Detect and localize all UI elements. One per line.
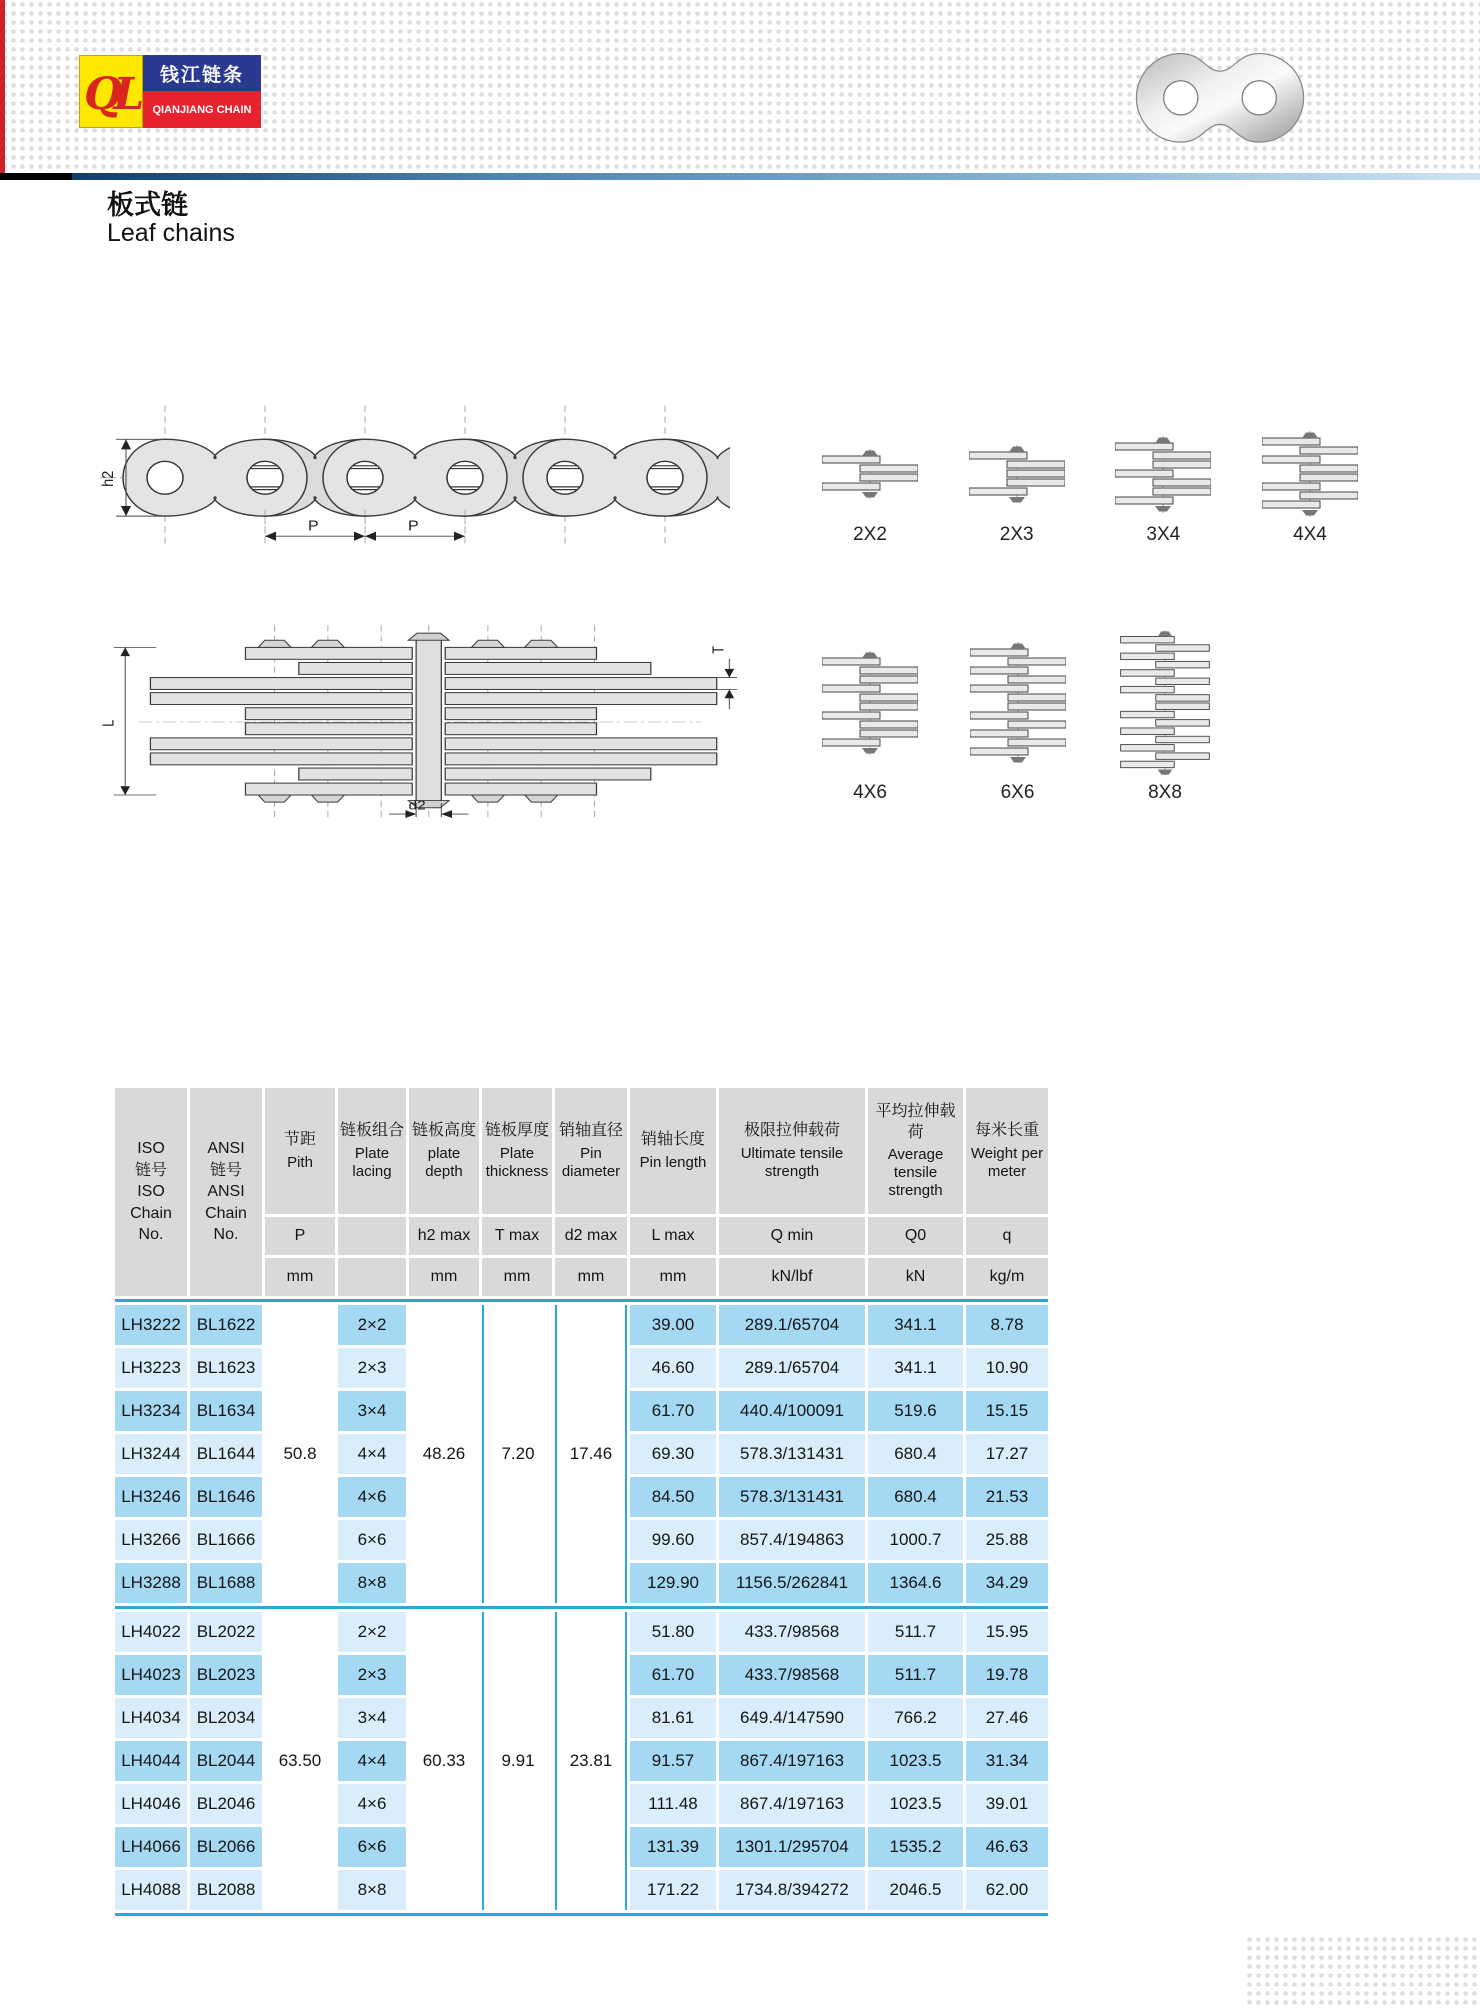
cell-pin-length: 111.48 xyxy=(630,1784,716,1824)
header-cn: 链板高度 xyxy=(411,1122,476,1140)
svg-text:T: T xyxy=(710,645,728,654)
header-line: 链号 xyxy=(134,1161,167,1179)
cell-weight: 15.15 xyxy=(966,1391,1048,1431)
header-col xyxy=(630,1088,716,1214)
cell-weight: 10.90 xyxy=(966,1348,1048,1388)
cell-iso: LH4034 xyxy=(115,1698,187,1738)
cell-ansi: BL1646 xyxy=(190,1477,262,1517)
header-col xyxy=(868,1088,963,1214)
brand-logo xyxy=(79,55,261,128)
header-symbol: Q min xyxy=(719,1217,865,1255)
svg-text:h2: h2 xyxy=(100,470,118,487)
header-col xyxy=(265,1088,335,1214)
cell-lacing: 6×6 xyxy=(338,1520,406,1560)
cell-weight: 62.00 xyxy=(966,1870,1048,1910)
lacing-label: 4X6 xyxy=(853,782,887,803)
cell-pin-length: 81.61 xyxy=(630,1698,716,1738)
cell-iso: LH4046 xyxy=(115,1784,187,1824)
brand-name-en: QIANJIANG CHAIN xyxy=(143,91,261,128)
rule-line xyxy=(115,1913,1048,1916)
divider-black-segment xyxy=(0,173,72,180)
cell-pin-length: 61.70 xyxy=(630,1391,716,1431)
cell-weight: 8.78 xyxy=(966,1305,1048,1345)
cell-ultimate-tensile: 578.3/131431 xyxy=(719,1477,865,1517)
table-rule xyxy=(115,1299,1048,1302)
cell-lacing: 4×4 xyxy=(338,1434,406,1474)
header-unit: kN xyxy=(868,1258,963,1296)
lacing-diagrams-row-2 xyxy=(800,628,1235,808)
cell-lacing: 3×4 xyxy=(338,1698,406,1738)
header-en: Weight per meter xyxy=(970,1144,1044,1180)
header-unit: mm xyxy=(555,1258,627,1296)
cell-pitch: 50.8 xyxy=(265,1305,335,1603)
header-en: Average tensile strength xyxy=(887,1146,944,1200)
cell-ultimate-tensile: 289.1/65704 xyxy=(719,1305,865,1345)
header-line: ANSI xyxy=(207,1183,245,1201)
cell-ansi: BL1644 xyxy=(190,1434,262,1474)
header-unit: mm xyxy=(265,1258,335,1296)
chain-plan-view-diagram xyxy=(100,622,740,822)
cell-ultimate-tensile: 649.4/147590 xyxy=(719,1698,865,1738)
lacing-stack-icon xyxy=(1117,628,1213,778)
cell-average-tensile: 1364.6 xyxy=(868,1563,963,1603)
header-col xyxy=(555,1088,627,1214)
cell-lacing: 8×8 xyxy=(338,1870,406,1910)
header-line: No. xyxy=(213,1226,239,1244)
table-row xyxy=(115,1612,1048,1652)
cell-pin-length: 171.22 xyxy=(630,1870,716,1910)
cell-average-tensile: 1535.2 xyxy=(868,1827,963,1867)
svg-text:P: P xyxy=(308,518,319,535)
cell-pin-length: 84.50 xyxy=(630,1477,716,1517)
lacing-diagram-6x6 xyxy=(948,628,1088,808)
header-unit: kg/m xyxy=(966,1258,1048,1296)
page-title-en: Leaf chains xyxy=(107,219,235,247)
ql-monogram-icon xyxy=(80,56,142,127)
header-en: Plate thickness xyxy=(485,1144,549,1180)
cell-ansi: BL1622 xyxy=(190,1305,262,1345)
header-line: ISO xyxy=(137,1140,165,1158)
cell-ansi: BL1666 xyxy=(190,1520,262,1560)
header-symbol: Q0 xyxy=(868,1217,963,1255)
lacing-label: 6X6 xyxy=(1000,782,1035,803)
rule-line xyxy=(115,1299,1048,1302)
lacing-stack-icon xyxy=(822,628,918,778)
cell-iso: LH3288 xyxy=(115,1563,187,1603)
cell-ansi: BL2088 xyxy=(190,1870,262,1910)
cell-ansi: BL2046 xyxy=(190,1784,262,1824)
lacing-label: 4X4 xyxy=(1293,524,1327,545)
cell-ansi: BL2034 xyxy=(190,1698,262,1738)
cell-average-tensile: 1023.5 xyxy=(868,1784,963,1824)
lacing-diagram-8x8 xyxy=(1095,628,1235,808)
cell-lacing: 2×2 xyxy=(338,1612,406,1652)
rule-line xyxy=(115,1606,1048,1609)
lacing-diagram-4x4 xyxy=(1240,428,1380,548)
page-title-cn: 板式链 xyxy=(107,190,188,220)
cell-pin-length: 129.90 xyxy=(630,1563,716,1603)
cell-average-tensile: 1023.5 xyxy=(868,1741,963,1781)
table-rule xyxy=(115,1606,1048,1609)
cell-average-tensile: 1000.7 xyxy=(868,1520,963,1560)
cell-pin-length: 61.70 xyxy=(630,1655,716,1695)
header-line: No. xyxy=(138,1226,164,1244)
cell-average-tensile: 2046.5 xyxy=(868,1870,963,1910)
chain-plate-illustration xyxy=(1125,32,1315,170)
header-symbol: P xyxy=(265,1217,335,1255)
divider-gradient-segment xyxy=(72,173,1480,180)
lacing-diagram-4x6 xyxy=(800,628,940,808)
header-symbol xyxy=(338,1217,406,1255)
cell-pitch: 63.50 xyxy=(265,1612,335,1910)
header-unit: mm xyxy=(409,1258,479,1296)
cell-plate-thickness: 9.91 xyxy=(482,1612,552,1910)
lacing-diagram-2x3 xyxy=(947,428,1087,548)
cell-lacing: 4×6 xyxy=(338,1784,406,1824)
lacing-label: 2X3 xyxy=(999,524,1034,545)
cell-iso: LH3244 xyxy=(115,1434,187,1474)
header-symbol: h2 max xyxy=(409,1217,479,1255)
logo-monogram-icon xyxy=(79,55,143,128)
header-symbol: L max xyxy=(630,1217,716,1255)
header-symbol: T max xyxy=(482,1217,552,1255)
cell-pin-diameter: 17.46 xyxy=(555,1305,627,1603)
cell-weight: 25.88 xyxy=(966,1520,1048,1560)
cell-pin-length: 91.57 xyxy=(630,1741,716,1781)
header-cn: 平均拉伸载荷 xyxy=(875,1102,956,1141)
cell-average-tensile: 680.4 xyxy=(868,1434,963,1474)
cell-ansi: BL1634 xyxy=(190,1391,262,1431)
corner-decoration xyxy=(1245,1935,1480,2008)
header-line: ANSI xyxy=(207,1140,245,1158)
cell-pin-length: 39.00 xyxy=(630,1305,716,1345)
header-col xyxy=(482,1088,552,1214)
header-col xyxy=(966,1088,1048,1214)
cell-iso: LH3223 xyxy=(115,1348,187,1388)
logo-monogram-text: QL xyxy=(84,69,136,120)
cell-lacing: 8×8 xyxy=(338,1563,406,1603)
cell-average-tensile: 519.6 xyxy=(868,1391,963,1431)
cell-weight: 46.63 xyxy=(966,1827,1048,1867)
lacing-stack-icon xyxy=(1262,428,1358,520)
header-line: 链号 xyxy=(209,1161,242,1179)
lacing-stack-icon xyxy=(1115,428,1211,520)
header-en: Ultimate tensile strength xyxy=(740,1144,844,1180)
header-en: plate depth xyxy=(425,1144,463,1180)
header-en: Pith xyxy=(287,1153,313,1171)
cell-plate-thickness: 7.20 xyxy=(482,1305,552,1603)
cell-ansi: BL1623 xyxy=(190,1348,262,1388)
header-col xyxy=(719,1088,865,1214)
cell-lacing: 3×4 xyxy=(338,1391,406,1431)
header-symbol: q xyxy=(966,1217,1048,1255)
cell-weight: 17.27 xyxy=(966,1434,1048,1474)
cell-weight: 15.95 xyxy=(966,1612,1048,1652)
header-divider xyxy=(0,173,1480,180)
cell-weight: 21.53 xyxy=(966,1477,1048,1517)
cell-iso: LH3266 xyxy=(115,1520,187,1560)
chain-side-view-diagram xyxy=(100,400,730,560)
cell-average-tensile: 341.1 xyxy=(868,1305,963,1345)
cell-weight: 31.34 xyxy=(966,1741,1048,1781)
header-cn: 销轴直径 xyxy=(558,1122,623,1140)
cell-weight: 39.01 xyxy=(966,1784,1048,1824)
cell-ansi: BL1688 xyxy=(190,1563,262,1603)
cell-ultimate-tensile: 289.1/65704 xyxy=(719,1348,865,1388)
cell-iso: LH4044 xyxy=(115,1741,187,1781)
cell-iso: LH3234 xyxy=(115,1391,187,1431)
lacing-diagram-2x2 xyxy=(800,428,940,548)
plan-view-svg xyxy=(100,622,740,822)
table-rule xyxy=(115,1913,1048,1916)
lacing-stack-icon xyxy=(969,428,1065,520)
lacing-label: 8X8 xyxy=(1148,782,1182,803)
cell-lacing: 6×6 xyxy=(338,1827,406,1867)
cell-pin-length: 131.39 xyxy=(630,1827,716,1867)
cell-average-tensile: 511.7 xyxy=(868,1612,963,1652)
header-cn: 每米长重 xyxy=(974,1122,1039,1140)
header-unit: mm xyxy=(630,1258,716,1296)
cell-iso: LH3246 xyxy=(115,1477,187,1517)
spec-table-wrap xyxy=(112,1085,1051,1919)
cell-average-tensile: 511.7 xyxy=(868,1655,963,1695)
header-unit: kN/lbf xyxy=(719,1258,865,1296)
header-line: Chain xyxy=(205,1204,247,1222)
cell-iso: LH3222 xyxy=(115,1305,187,1345)
cell-average-tensile: 766.2 xyxy=(868,1698,963,1738)
lacing-diagrams-row-1 xyxy=(800,428,1380,548)
header-symbol: d2 max xyxy=(555,1217,627,1255)
cell-pin-length: 46.60 xyxy=(630,1348,716,1388)
header-unit xyxy=(338,1258,406,1296)
side-view-svg xyxy=(100,400,730,560)
cell-ultimate-tensile: 578.3/131431 xyxy=(719,1434,865,1474)
header-en: Pin length xyxy=(639,1153,707,1171)
cell-weight: 19.78 xyxy=(966,1655,1048,1695)
cell-ansi: BL2044 xyxy=(190,1741,262,1781)
cell-iso: LH4023 xyxy=(115,1655,187,1695)
header-en: Plate lacing xyxy=(352,1144,392,1180)
cell-iso: LH4022 xyxy=(115,1612,187,1652)
cell-ansi: BL2022 xyxy=(190,1612,262,1652)
header-ansi-chain-no xyxy=(190,1088,262,1296)
cell-pin-diameter: 23.81 xyxy=(555,1612,627,1910)
page-edge-accent xyxy=(0,0,5,173)
cell-average-tensile: 341.1 xyxy=(868,1348,963,1388)
cell-weight: 27.46 xyxy=(966,1698,1048,1738)
lacing-stack-icon xyxy=(970,628,1066,778)
cell-lacing: 4×4 xyxy=(338,1741,406,1781)
cell-ultimate-tensile: 1734.8/394272 xyxy=(719,1870,865,1910)
cell-plate-depth: 48.26 xyxy=(409,1305,479,1603)
logo-text-block xyxy=(143,55,261,128)
header-unit: mm xyxy=(482,1258,552,1296)
header-cn: 链板厚度 xyxy=(484,1122,549,1140)
cell-ultimate-tensile: 1301.1/295704 xyxy=(719,1827,865,1867)
cell-lacing: 4×6 xyxy=(338,1477,406,1517)
cell-average-tensile: 680.4 xyxy=(868,1477,963,1517)
lacing-label: 3X4 xyxy=(1146,524,1181,545)
header-line: Chain xyxy=(130,1204,172,1222)
leaf-chain-spec-table xyxy=(112,1085,1051,1919)
cell-ultimate-tensile: 867.4/197163 xyxy=(719,1784,865,1824)
cell-iso: LH4066 xyxy=(115,1827,187,1867)
cell-lacing: 2×3 xyxy=(338,1655,406,1695)
cell-ultimate-tensile: 1156.5/262841 xyxy=(719,1563,865,1603)
cell-ultimate-tensile: 433.7/98568 xyxy=(719,1655,865,1695)
cell-ansi: BL2023 xyxy=(190,1655,262,1695)
cell-ultimate-tensile: 440.4/100091 xyxy=(719,1391,865,1431)
cell-ultimate-tensile: 857.4/194863 xyxy=(719,1520,865,1560)
lacing-stack-icon xyxy=(822,428,918,520)
header-iso-chain-no xyxy=(115,1088,187,1296)
header-cn: 链板组合 xyxy=(339,1122,404,1140)
cell-pin-length: 51.80 xyxy=(630,1612,716,1652)
svg-text:P: P xyxy=(408,518,419,535)
cell-pin-length: 69.30 xyxy=(630,1434,716,1474)
cell-pin-length: 99.60 xyxy=(630,1520,716,1560)
cell-ansi: BL2066 xyxy=(190,1827,262,1867)
cell-ultimate-tensile: 867.4/197163 xyxy=(719,1741,865,1781)
header-line: ISO xyxy=(137,1183,165,1201)
header-col xyxy=(338,1088,406,1214)
header-en: Pin diameter xyxy=(561,1144,621,1180)
cell-lacing: 2×3 xyxy=(338,1348,406,1388)
cell-plate-depth: 60.33 xyxy=(409,1612,479,1910)
cell-lacing: 2×2 xyxy=(338,1305,406,1345)
lacing-label: 2X2 xyxy=(853,524,887,545)
cell-iso: LH4088 xyxy=(115,1870,187,1910)
cell-weight: 34.29 xyxy=(966,1563,1048,1603)
header-col xyxy=(409,1088,479,1214)
chain-plate-icon xyxy=(1125,32,1315,170)
svg-text:L: L xyxy=(100,719,118,727)
cell-ultimate-tensile: 433.7/98568 xyxy=(719,1612,865,1652)
header-cn: 极限拉伸载荷 xyxy=(743,1122,840,1140)
svg-text:d2: d2 xyxy=(408,798,426,813)
header-cn: 销轴长度 xyxy=(640,1131,705,1149)
brand-name-cn: 钱江链条 xyxy=(143,55,261,91)
table-row xyxy=(115,1305,1048,1345)
lacing-diagram-3x4 xyxy=(1093,428,1233,548)
header-cn: 节距 xyxy=(283,1131,316,1149)
